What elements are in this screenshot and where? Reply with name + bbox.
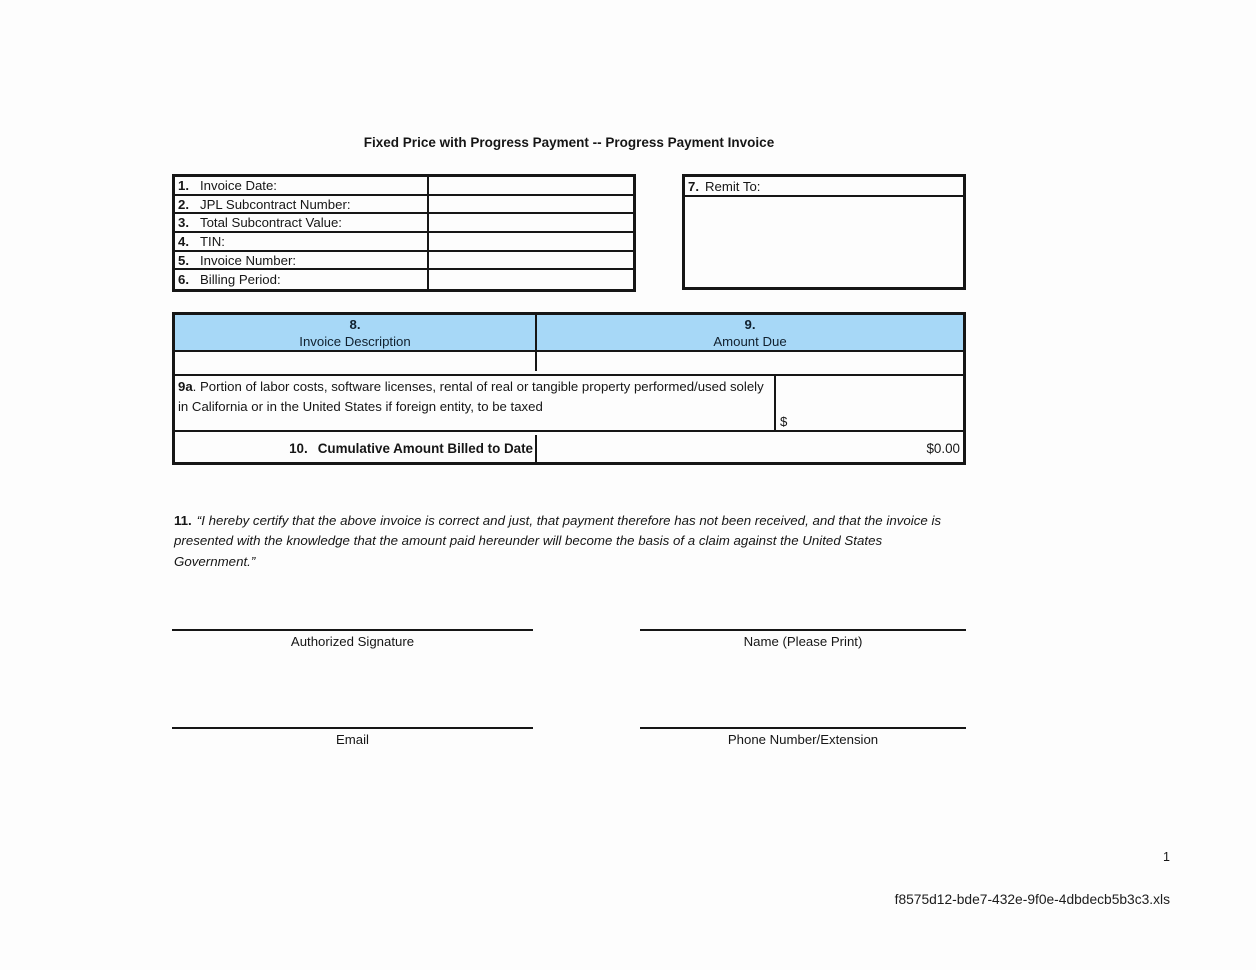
row-number: 7. xyxy=(688,178,699,194)
row-9a-text: . Portion of labor costs, software licenses, rental of real or tangible property performed/used solely in California or in the United States if foreign entity, to be taxed xyxy=(178,379,764,414)
signature-label: Phone Number/Extension xyxy=(727,732,879,747)
invoice-number-label-cell xyxy=(175,252,429,269)
billing-period-label-cell xyxy=(175,270,429,289)
invoice-amount-table xyxy=(172,312,966,465)
row-label: JPL Subcontract Number: xyxy=(200,196,351,212)
invoice-date-label-cell xyxy=(175,177,429,194)
row-number: 11. xyxy=(174,513,192,528)
billing-period-field[interactable] xyxy=(429,270,633,289)
table-row xyxy=(175,177,633,196)
table-row xyxy=(175,270,633,289)
table-row xyxy=(175,214,633,233)
row-number: 5. xyxy=(178,252,189,268)
row-9a-description xyxy=(175,376,776,430)
tin-field[interactable] xyxy=(429,233,633,250)
tin-label-cell xyxy=(175,233,429,250)
row-label: Billing Period: xyxy=(200,272,281,288)
table-row xyxy=(175,196,633,215)
table-row xyxy=(175,252,633,271)
remit-to-box xyxy=(682,174,966,290)
amount-due-field[interactable] xyxy=(537,352,963,371)
signature-label: Email xyxy=(336,732,369,747)
remit-to-header xyxy=(685,177,963,197)
remit-to-label: Remit To: xyxy=(705,178,761,194)
row-10 xyxy=(175,435,963,462)
row-number: 4. xyxy=(178,233,189,249)
file-name: f8575d12-bde7-432e-9f0e-4dbdecb5b3c3.xls xyxy=(894,892,1170,907)
table-header-row xyxy=(175,315,963,352)
row-number: 9a xyxy=(178,379,193,394)
signature-line xyxy=(640,727,966,729)
phone-extension-block xyxy=(640,727,966,747)
subcontract-value-label-cell xyxy=(175,214,429,231)
certification-text: “I hereby certify that the above invoice is correct and just, that payment therefore has not been received, and that the invoice is presented with the knowledge that the amount paid hereunder will become the basis of a claim against the United States Government.” xyxy=(174,513,942,569)
remit-to-field[interactable] xyxy=(685,197,963,287)
invoice-number-field[interactable] xyxy=(429,252,633,269)
authorized-signature-block xyxy=(172,629,533,649)
column-number: 9. xyxy=(744,316,756,332)
row-number: 10. xyxy=(289,441,308,456)
column-number: 8. xyxy=(349,316,361,332)
page-number: 1 xyxy=(1163,850,1170,864)
row-9a xyxy=(175,374,963,432)
signature-label: Name (Please Print) xyxy=(743,634,863,649)
invoice-description-header xyxy=(175,315,537,350)
cumulative-amount-value: $0.00 xyxy=(926,441,960,456)
invoice-date-field[interactable] xyxy=(429,177,633,194)
invoice-description-field[interactable] xyxy=(175,352,537,371)
row-label: Cumulative Amount Billed to Date xyxy=(317,441,533,456)
email-block xyxy=(172,727,533,747)
signature-line xyxy=(172,727,533,729)
subcontract-number-field[interactable] xyxy=(429,196,633,213)
row-9a-amount-field[interactable] xyxy=(776,376,963,430)
document-title: Fixed Price with Progress Payment -- Progress Payment Invoice xyxy=(363,135,775,150)
cumulative-amount-label-cell xyxy=(175,435,537,462)
certification-statement xyxy=(174,511,950,572)
table-row xyxy=(175,352,963,371)
signature-line xyxy=(640,629,966,631)
row-label: Total Subcontract Value: xyxy=(200,215,342,231)
signature-line xyxy=(172,629,533,631)
currency-symbol: $ xyxy=(780,414,788,429)
subcontract-value-field[interactable] xyxy=(429,214,633,231)
subcontract-number-label-cell xyxy=(175,196,429,213)
name-print-block xyxy=(640,629,966,649)
table-row xyxy=(175,233,633,252)
column-label: Amount Due xyxy=(713,333,787,349)
row-number: 6. xyxy=(178,272,189,288)
row-label: Invoice Number: xyxy=(200,252,297,268)
invoice-info-table xyxy=(172,174,636,292)
row-label: TIN: xyxy=(200,233,225,249)
column-label: Invoice Description xyxy=(299,333,411,349)
row-number: 2. xyxy=(178,196,189,212)
amount-due-header xyxy=(537,315,963,350)
row-label: Invoice Date: xyxy=(200,177,277,193)
row-number: 1. xyxy=(178,177,189,193)
signature-label: Authorized Signature xyxy=(290,634,415,649)
row-number: 3. xyxy=(178,215,189,231)
